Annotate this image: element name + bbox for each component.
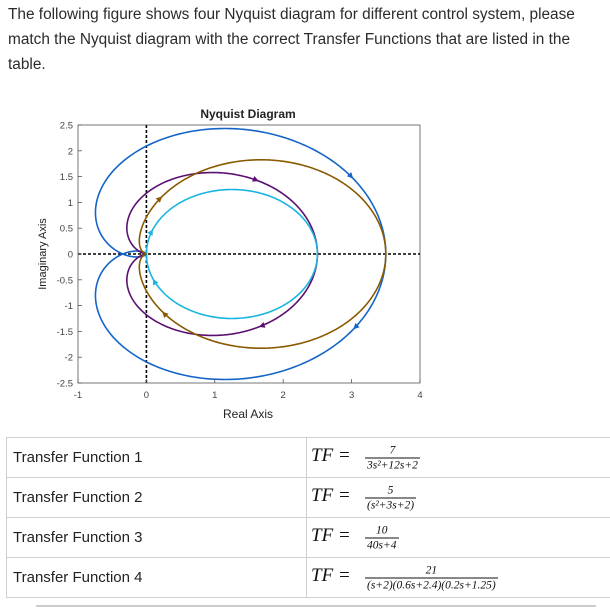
tf-numerator: 21 — [365, 564, 498, 578]
tf-lhs: TF = — [311, 564, 351, 586]
tf-lhs: TF = — [311, 524, 351, 546]
table-row — [7, 478, 610, 518]
x-tick-label: 1 — [212, 390, 218, 401]
y-axis-label: Imaginary Axis — [37, 218, 49, 290]
table-row — [7, 518, 610, 558]
table-row — [7, 438, 610, 478]
tf-numerator: 10 — [365, 524, 399, 538]
tf-label: Transfer Function 3 — [7, 518, 307, 558]
tf-label: Transfer Function 1 — [7, 438, 307, 478]
y-tick-label: 0 — [67, 249, 73, 261]
question-text: The following figure shows four Nyquist diagram for different control system, please match the Nyquist diagram with the correct Transfer Functions that are listed in the table. — [8, 6, 575, 73]
x-tick-label: 3 — [348, 390, 355, 401]
y-tick-label: -0.5 — [56, 275, 73, 287]
y-tick-label: 2 — [67, 146, 73, 158]
tf-denominator: (s²+3s+2) — [367, 499, 415, 511]
y-tick-label: -2.5 — [56, 378, 73, 390]
tf-label: Transfer Function 2 — [7, 478, 307, 518]
x-tick-label: 4 — [417, 390, 423, 401]
transfer-function-table — [6, 437, 610, 598]
y-tick-label: 0.5 — [59, 223, 73, 235]
divider — [36, 605, 596, 607]
tf-fraction — [365, 564, 498, 591]
tf-fraction — [365, 444, 420, 471]
tf-formula — [307, 558, 610, 598]
x-tick-label: -1 — [73, 390, 83, 401]
tf-fraction — [365, 484, 416, 511]
y-tick-label: 1 — [67, 197, 73, 209]
tf-formula — [307, 478, 610, 518]
y-tick-label: -1.5 — [56, 326, 73, 338]
tf-formula — [307, 518, 610, 558]
chart-title: Nyquist Diagram — [200, 107, 296, 121]
tf-numerator: 7 — [365, 444, 420, 458]
y-tick-label: -2 — [64, 352, 73, 364]
x-axis-label: Real Axis — [222, 407, 274, 421]
tf-numerator: 5 — [365, 484, 416, 498]
tf-lhs: TF = — [311, 444, 351, 466]
tf-formula — [307, 438, 610, 478]
tf-denominator: (s+2)(0.6s+2.4)(0.2s+1.25) — [367, 579, 496, 591]
tf-lhs: TF = — [311, 484, 351, 506]
table-row — [7, 558, 610, 598]
x-tick-label: 2 — [280, 390, 286, 401]
y-tick-label: 1.5 — [59, 172, 73, 184]
nyquist-chart — [0, 100, 610, 430]
tf-fraction — [365, 524, 399, 551]
tf-denominator: 40s+4 — [367, 539, 397, 551]
tf-denominator: 3s²+12s+2 — [367, 459, 418, 471]
tf-label: Transfer Function 4 — [7, 558, 307, 598]
y-tick-label: -1 — [64, 301, 73, 313]
x-tick-label: 0 — [143, 390, 150, 401]
y-tick-label: 2.5 — [59, 120, 73, 132]
